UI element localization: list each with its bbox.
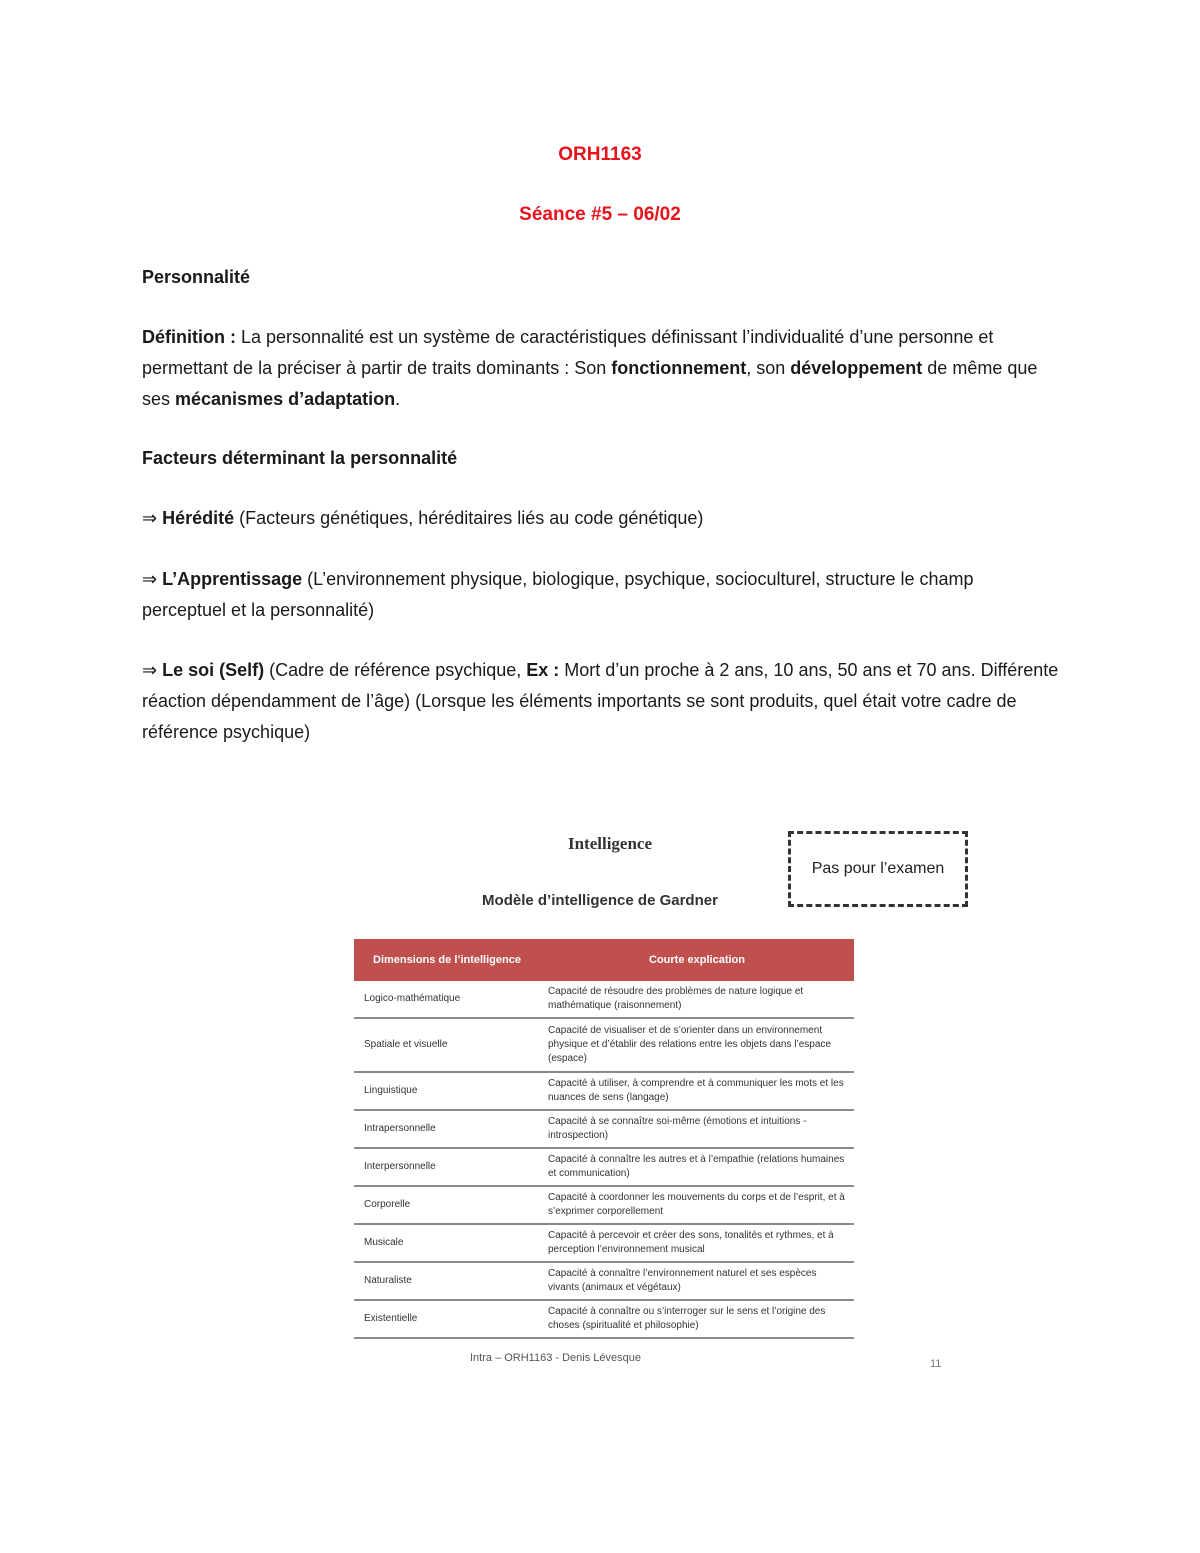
table-cell-dimension: Logico-mathématique: [354, 981, 540, 1018]
table-cell-dimension: Intrapersonnelle: [354, 1110, 540, 1148]
factor-text: (Facteurs génétiques, héréditaires liés au code génétique): [234, 508, 704, 528]
arrow-icon: ⇒: [142, 508, 158, 528]
table-header-dimension: Dimensions de l’intelligence: [354, 939, 540, 981]
arrow-icon: ⇒: [142, 660, 158, 680]
factor-text-after-ex: Mort d’un proche à 2 ans, 10 ans, 50 ans et 70 ans. Différente réaction dépendamment de l’âge) (Lorsque les éléments importants se sont produits, quel était votre cadre de référence psychique): [142, 660, 1059, 742]
table-row: [354, 1300, 854, 1338]
arrow-icon: ⇒: [142, 569, 158, 589]
slide-subtitle: Modèle d’intelligence de Gardner: [482, 892, 718, 909]
factors-heading: [142, 443, 1062, 474]
table-cell-dimension: Corporelle: [354, 1186, 540, 1224]
table-row: [354, 1018, 854, 1072]
table-cell-explanation: Capacité à se connaître soi-même (émotions et intuitions - introspection): [540, 1110, 854, 1148]
slide-page-number: 11: [930, 1358, 942, 1370]
table-header-row: [354, 939, 854, 981]
factor-label: L’Apprentissage: [162, 569, 303, 589]
definition-sep1: , son: [746, 358, 791, 378]
table-cell-dimension: Naturaliste: [354, 1262, 540, 1300]
factors-heading-text: Facteurs déterminant la personnalité: [142, 448, 458, 468]
table-row: [354, 1186, 854, 1224]
table-cell-dimension: Musicale: [354, 1224, 540, 1262]
term-mecanismes: mécanismes d’adaptation: [175, 389, 396, 409]
table-row: [354, 1072, 854, 1110]
table-row: [354, 1148, 854, 1186]
slide-footer: Intra – ORH1163 - Denis Lévesque: [470, 1352, 641, 1364]
definition-end: .: [395, 389, 401, 409]
table-cell-dimension: Existentielle: [354, 1300, 540, 1338]
session-title: Séance #5 – 06/02: [519, 204, 681, 225]
slide-title: Intelligence: [567, 834, 653, 853]
factor-item-apprentissage: [142, 564, 1062, 626]
factor-label: Le soi (Self): [162, 660, 265, 680]
term-fonctionnement: fonctionnement: [611, 358, 747, 378]
course-code-title: ORH1163: [558, 144, 642, 165]
table-row: [354, 1262, 854, 1300]
table-header-explanation: Courte explication: [540, 939, 854, 981]
factor-item-heredite: [142, 503, 1062, 534]
gardner-table: [354, 939, 854, 1339]
table-row: [354, 981, 854, 1018]
exam-note-box: [788, 831, 968, 907]
exam-note-text: Pas pour l’examen: [811, 860, 945, 877]
table-row: [354, 1110, 854, 1148]
definition-label: Définition :: [142, 327, 236, 347]
table-cell-explanation: Capacité à connaître ou s’interroger sur le sens et l’origine des choses (spiritualité et philosophie): [540, 1300, 854, 1338]
table-cell-explanation: Capacité à connaître l’environnement naturel et ses espèces vivants (animaux et végétaux): [540, 1262, 854, 1300]
table-cell-explanation: Capacité à connaître les autres et à l’empathie (relations humaines et communication): [540, 1148, 854, 1186]
personality-heading: [142, 262, 1062, 293]
ex-label: Ex :: [526, 660, 560, 680]
factor-label: Hérédité: [162, 508, 235, 528]
table-cell-dimension: Spatiale et visuelle: [354, 1018, 540, 1072]
table-cell-dimension: Linguistique: [354, 1072, 540, 1110]
factor-text: (Cadre de référence psychique,: [264, 660, 527, 680]
definition-text: La personnalité est un système de caractéristiques définissant l’individualité d’une personne et permettant de la préciser à partir de traits dominants : Son: [142, 327, 994, 378]
term-developpement: développement: [790, 358, 923, 378]
definition-paragraph: [142, 322, 1062, 415]
factor-text: (L’environnement physique, biologique, psychique, socioculturel, structure le champ perceptuel et la personnalité): [142, 569, 974, 620]
table-cell-explanation: Capacité de résoudre des problèmes de nature logique et mathématique (raisonnement): [540, 981, 854, 1018]
table-cell-explanation: Capacité à utiliser, à comprendre et à communiquer les mots et les nuances de sens (langage): [540, 1072, 854, 1110]
table-row: [354, 1224, 854, 1262]
table-cell-explanation: Capacité de visualiser et de s’orienter dans un environnement physique et d’établir des relations entre les objets dans l’espace (espace): [540, 1018, 854, 1072]
definition-sep2: de même que ses: [142, 358, 1038, 409]
table-cell-dimension: Interpersonnelle: [354, 1148, 540, 1186]
table-cell-explanation: Capacité à coordonner les mouvements du corps et de l’esprit, et à s’exprimer corporellement: [540, 1186, 854, 1224]
table-cell-explanation: Capacité à percevoir et créer des sons, tonalités et rythmes, et à perception l’environnement musical: [540, 1224, 854, 1262]
personality-heading-text: Personnalité: [142, 267, 251, 287]
factor-item-soi: [142, 655, 1062, 748]
